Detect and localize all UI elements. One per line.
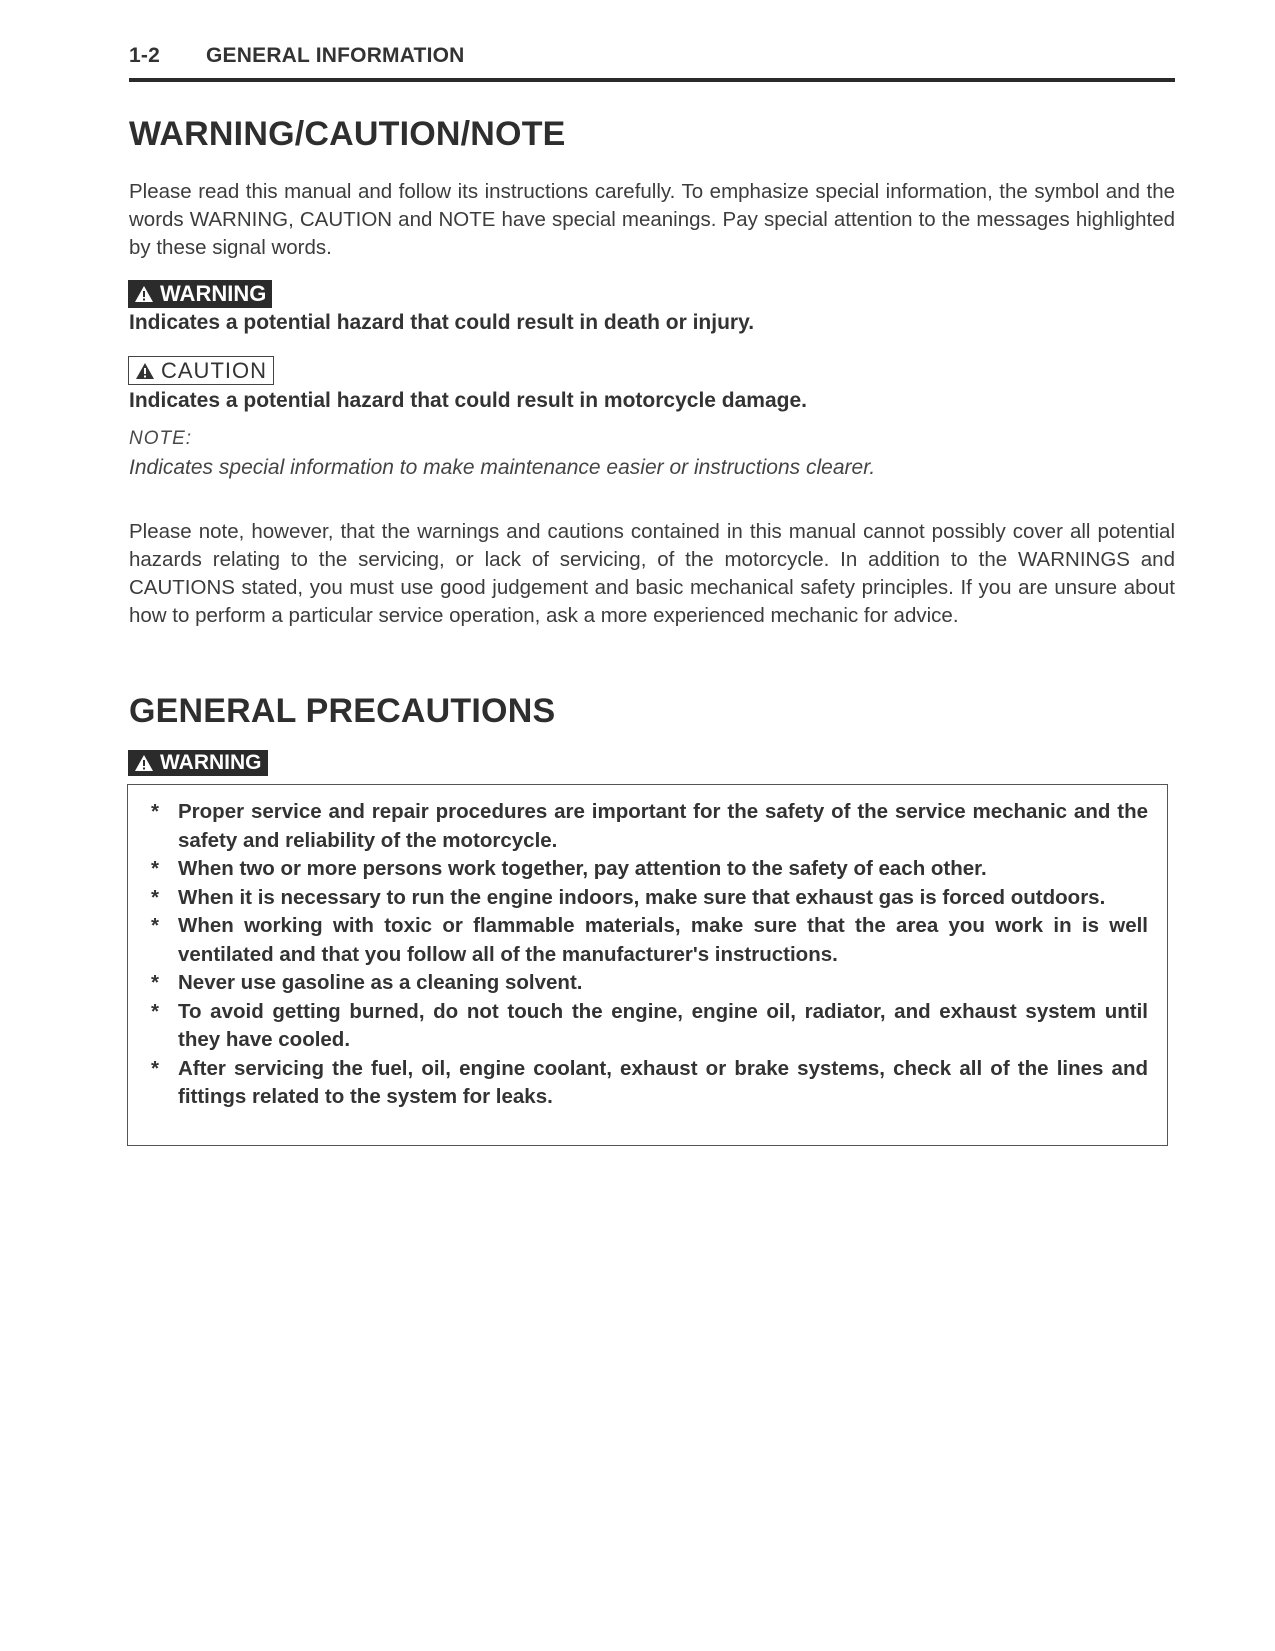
closing-paragraph: Please note, however, that the warnings and cautions contained in this manual cannot possibly cover all potential hazards relating to the servicing, or lack of servicing, of the motorcycle. In addition to the WARNINGS and CAUTIONS stated, you must use good judgement and basic mechanical safety principles. If you are unsure about how to perform a particular service operation, ask a more experienced mechanic for advice. <box>129 520 1175 627</box>
list-item: * After servicing the fuel, oil, engine coolant, exhaust or brake systems, check all of the lines and fittings related to the system for leaks. <box>151 1056 1148 1108</box>
warning-triangle-icon <box>134 754 154 772</box>
bullet-asterisk: * <box>151 999 159 1023</box>
warning-triangle-icon <box>134 285 154 303</box>
bullet-asterisk: * <box>151 971 159 994</box>
precautions-warning-label: WARNING <box>160 751 262 774</box>
heading-general-precautions: GENERAL PRECAUTIONS <box>129 692 556 730</box>
list-item: * To avoid getting burned, do not touch the engine, engine oil, radiator, and exhaust system until they have cooled. <box>151 999 1148 1051</box>
bullet-asterisk: * <box>151 800 159 823</box>
precautions-list <box>148 798 1148 1112</box>
caution-badge-label: CAUTION <box>161 357 267 383</box>
page-number: 1-2 <box>129 44 160 67</box>
precautions-warning-badge <box>128 750 268 776</box>
caution-definition: Indicates a potential hazard that could result in motorcycle damage. <box>129 389 807 412</box>
header-rule <box>129 78 1175 82</box>
bullet-asterisk: * <box>151 857 159 880</box>
warning-badge <box>128 280 272 308</box>
bullet-asterisk: * <box>151 1056 159 1080</box>
section-title: GENERAL INFORMATION <box>206 44 465 67</box>
heading-warning-caution-note: WARNING/CAUTION/NOTE <box>129 115 566 153</box>
note-label: NOTE: <box>129 428 193 449</box>
caution-badge <box>128 356 274 385</box>
list-item: * When it is necessary to run the engine indoors, make sure that exhaust gas is forced outdoors. <box>148 884 1148 913</box>
intro-paragraph: Please read this manual and follow its instructions carefully. To emphasize special information, the symbol and the words WARNING, CAUTION and NOTE have special meanings. Pay special attention to the messages highlighted by these signal words. <box>129 180 1175 259</box>
note-definition: Indicates special information to make maintenance easier or instructions clearer. <box>129 456 876 479</box>
running-head <box>129 44 465 68</box>
list-item: * Never use gasoline as a cleaning solvent. <box>148 969 1148 998</box>
list-item: * Proper service and repair procedures are important for the safety of the service mechanic and the safety and reliability of the motorcycle. <box>151 800 1148 852</box>
bullet-asterisk: * <box>151 914 159 937</box>
list-item: * When two or more persons work together, pay attention to the safety of each other. <box>148 855 1148 884</box>
warning-badge-label: WARNING <box>160 281 267 306</box>
bullet-asterisk: * <box>151 885 159 909</box>
list-item: * When working with toxic or flammable materials, make sure that the area you work in is well ventilated and that you follow all of the manufacturer's instructions. <box>151 914 1148 966</box>
warning-definition: Indicates a potential hazard that could result in death or injury. <box>129 311 755 334</box>
caution-triangle-icon <box>135 362 155 380</box>
